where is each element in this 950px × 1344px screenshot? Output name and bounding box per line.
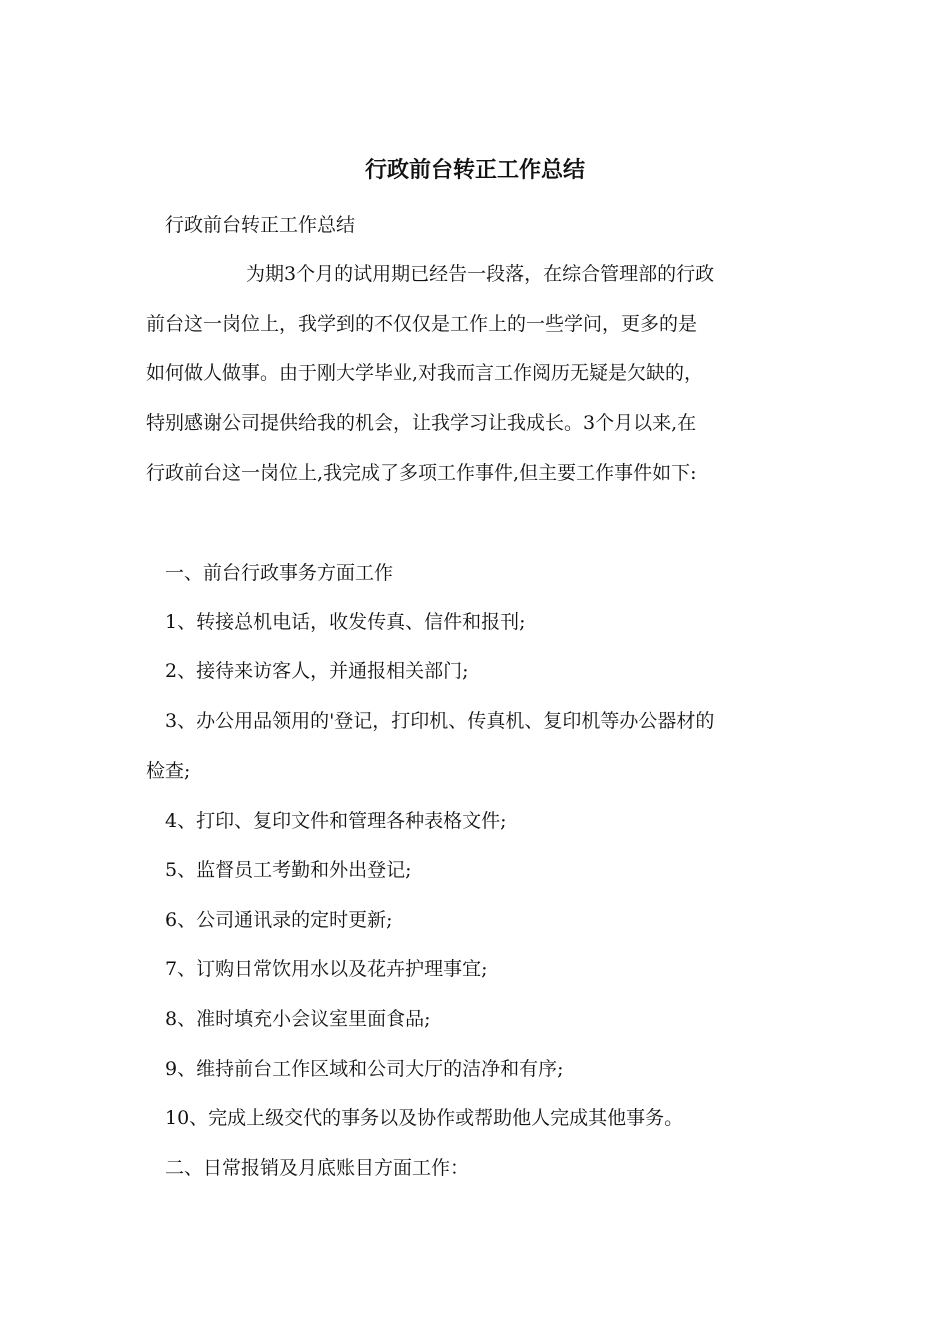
document-title: 行政前台转正工作总结 <box>364 157 585 183</box>
list-item: 6、公司通讯录的定时更新; <box>165 909 393 931</box>
list-item: 4、打印、复印文件和管理各种表格文件; <box>165 810 507 832</box>
intro-line-3: 如何做人做事。由于刚大学毕业,对我而言工作阅历无疑是欠缺的， <box>146 362 704 384</box>
intro-line-1: 为期3个月的试用期已经告一段落，在综合管理部的行政 <box>246 263 715 285</box>
list-item-continuation: 检查; <box>146 760 191 782</box>
intro-line-4: 特别感谢公司提供给我的机会，让我学习让我成长。3个月以来,在 <box>146 412 697 434</box>
intro-line-5: 行政前台这一岗位上,我完成了多项工作事件,但主要工作事件如下: <box>146 462 697 484</box>
section-heading-1: 一、前台行政事务方面工作 <box>165 562 394 584</box>
list-item: 5、监督员工考勤和外出登记; <box>165 859 412 881</box>
list-item: 2、接待来访客人，并通报相关部门; <box>165 660 469 682</box>
intro-line-2: 前台这一岗位上，我学到的不仅仅是工作上的一些学问，更多的是 <box>146 313 698 335</box>
list-item: 1、转接总机电话，收发传真、信件和报刊; <box>165 611 526 633</box>
list-item: 3、办公用品领用的'登记，打印机、传真机、复印机等办公器材的 <box>165 710 715 732</box>
section-heading-2: 二、日常报销及月底账目方面工作： <box>165 1157 470 1179</box>
list-item: 10、完成上级交代的事务以及协作或帮助他人完成其他事务。 <box>165 1107 684 1129</box>
list-item: 7、订购日常饮用水以及花卉护理事宜; <box>165 958 488 980</box>
document-subtitle: 行政前台转正工作总结 <box>165 214 356 236</box>
list-item: 9、维持前台工作区域和公司大厅的洁净和有序; <box>165 1058 564 1080</box>
list-item: 8、准时填充小会议室里面食品; <box>165 1008 431 1030</box>
